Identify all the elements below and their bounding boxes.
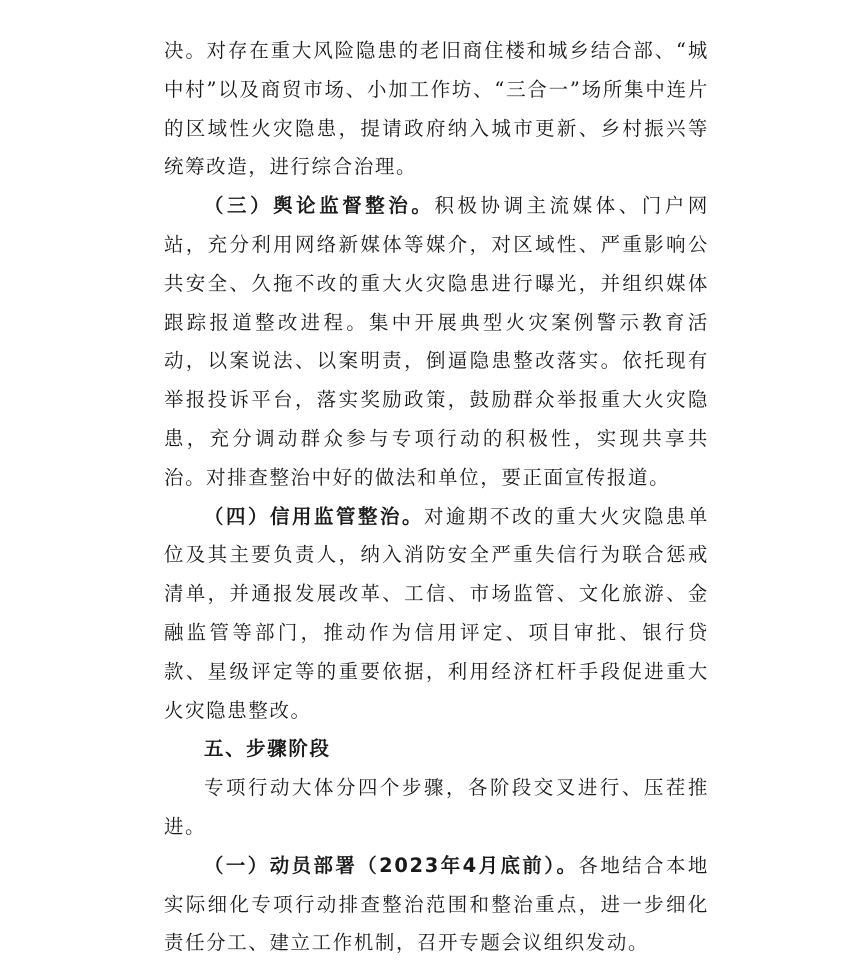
paragraph-text: 积极协调主流媒体、门户网站，充分利用网络新媒体等媒介，对区域性、严重影响公共安全、久拖不改的重大火灾隐患进行曝光，并组织媒体跟踪报道整改进程。集中开展典型火灾案例警示教育活动，以案说法、以案明责，倒逼隐患整改落实。依托现有举报投诉平台，落实奖励政策，鼓励群众举报重大火灾隐患，充分调动群众参与专项行动的积极性，实现共享共治。对排查整治中好的做法和单位，要正面宣传报道。 [164,194,710,489]
paragraph-credit-supervision [164,498,709,731]
paragraph-public-opinion-supervision [164,187,709,497]
paragraph-heading: （三）舆论监督整治。 [204,194,435,218]
paragraph-mobilization [164,847,709,963]
paragraph-continuation [164,32,709,187]
paragraph-text: 决。对存在重大风险隐患的老旧商住楼和城乡结合部、“城中村”以及商贸市场、小加工作坊、“三合一”场所集中连片的区域性火灾隐患，提请政府纳入城市更新、乡村振兴等统筹改造，进行综合治理。 [164,39,709,179]
paragraph-heading: （一）动员部署（2023年4月底前）。 [204,853,579,877]
document-body [164,32,709,963]
paragraph-heading: （四）信用监管整治。 [204,504,424,528]
paragraph-text: 专项行动大体分四个步骤，各阶段交叉进行、压茬推进。 [164,776,709,838]
section-heading-steps: 五、步骤阶段 [204,737,331,761]
paragraph-steps-intro [164,769,709,847]
paragraph-text: 各地结合本地实际细化专项行动排查整治范围和整治重点，进一步细化责任分工、建立工作机制，召开专题会议组织发动。 [164,853,709,955]
paragraph-text: 对逾期不改的重大火灾隐患单位及其主要负责人，纳入消防安全严重失信行为联合惩戒清单，并通报发展改革、工信、市场监管、文化旅游、金融监管等部门，推动作为信用评定、项目审批、银行贷款、星级评定等的重要依据，利用经济杠杆手段促进重大火灾隐患整改。 [164,504,710,722]
